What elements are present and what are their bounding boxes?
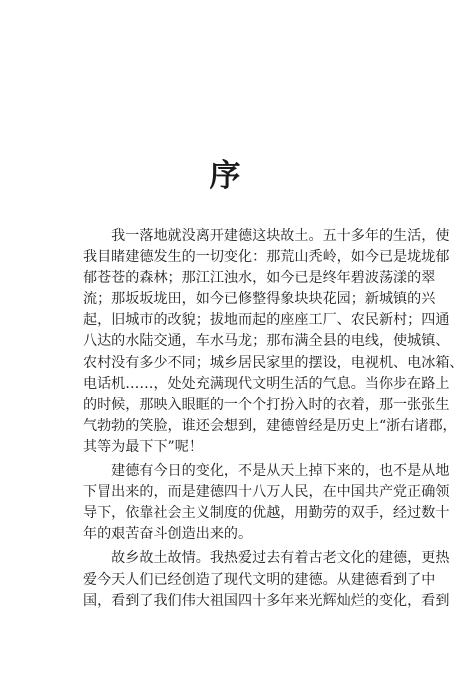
text-line: 农村没有多少不同；城乡居民家里的摆设，电视机、电冰箱、: [83, 354, 464, 371]
text-line: 建德有今日的变化，不是从天上掉下来的，也不是从地: [83, 463, 450, 480]
text-line: 爱今天人们已经创造了现代文明的建德。从建德看到了中: [83, 571, 436, 588]
preface-title: 序: [209, 158, 241, 194]
text-line: 电话机……，处处充满现代文明生活的气息。当你步在路上: [83, 375, 450, 392]
text-line: 流；那坂坂垅田，如今已修整得象块块花园；新城镇的兴: [83, 291, 436, 308]
text-line: 郁苍苍的森林；那江江浊水，如今已是终年碧波荡漾的翠: [83, 270, 436, 287]
text-line: 下冒出来的，而是建德四十八万人民，在中国共产党正确领: [83, 484, 450, 501]
text-line: 故乡故土故情。我热爱过去有着古老文化的建德，更热: [83, 550, 450, 567]
text-line: 八达的水陆交通，车水马龙；那布满全县的电线，使城镇、: [83, 333, 450, 350]
text-line: 年的艰苦奋斗创造出来的。: [83, 526, 253, 543]
paragraph-2: [83, 461, 450, 545]
text-line: 我目睹建德发生的一切变化：那荒山秃岭，如今已是垅垅郁: [83, 249, 450, 266]
text-line: 气勃勃的笑脸，谁还会想到，建德曾经是历史上“浙右诸郡，: [83, 417, 457, 434]
text-line: 我一落地就没离开建德这块故土。五十多年的生活，使: [83, 228, 450, 244]
text-line: 导下，依靠社会主义制度的优越，用勤劳的双手，经过数十: [83, 505, 450, 522]
preface-body: [83, 226, 464, 612]
text-line: 的时候，那映入眼眶的一个个打扮入时的衣着，那一张张生: [83, 396, 450, 413]
text-line: 起，旧城市的改貌；拔地而起的座座工厂、农民新村；四通: [83, 312, 450, 329]
paragraph-1: [83, 226, 464, 458]
text-line: 国，看到了我们伟大祖国四十多年来光辉灿烂的变化，看到: [83, 592, 450, 609]
paragraph-3: [83, 548, 450, 611]
text-line: 其等为最下下”呢！: [83, 438, 203, 455]
